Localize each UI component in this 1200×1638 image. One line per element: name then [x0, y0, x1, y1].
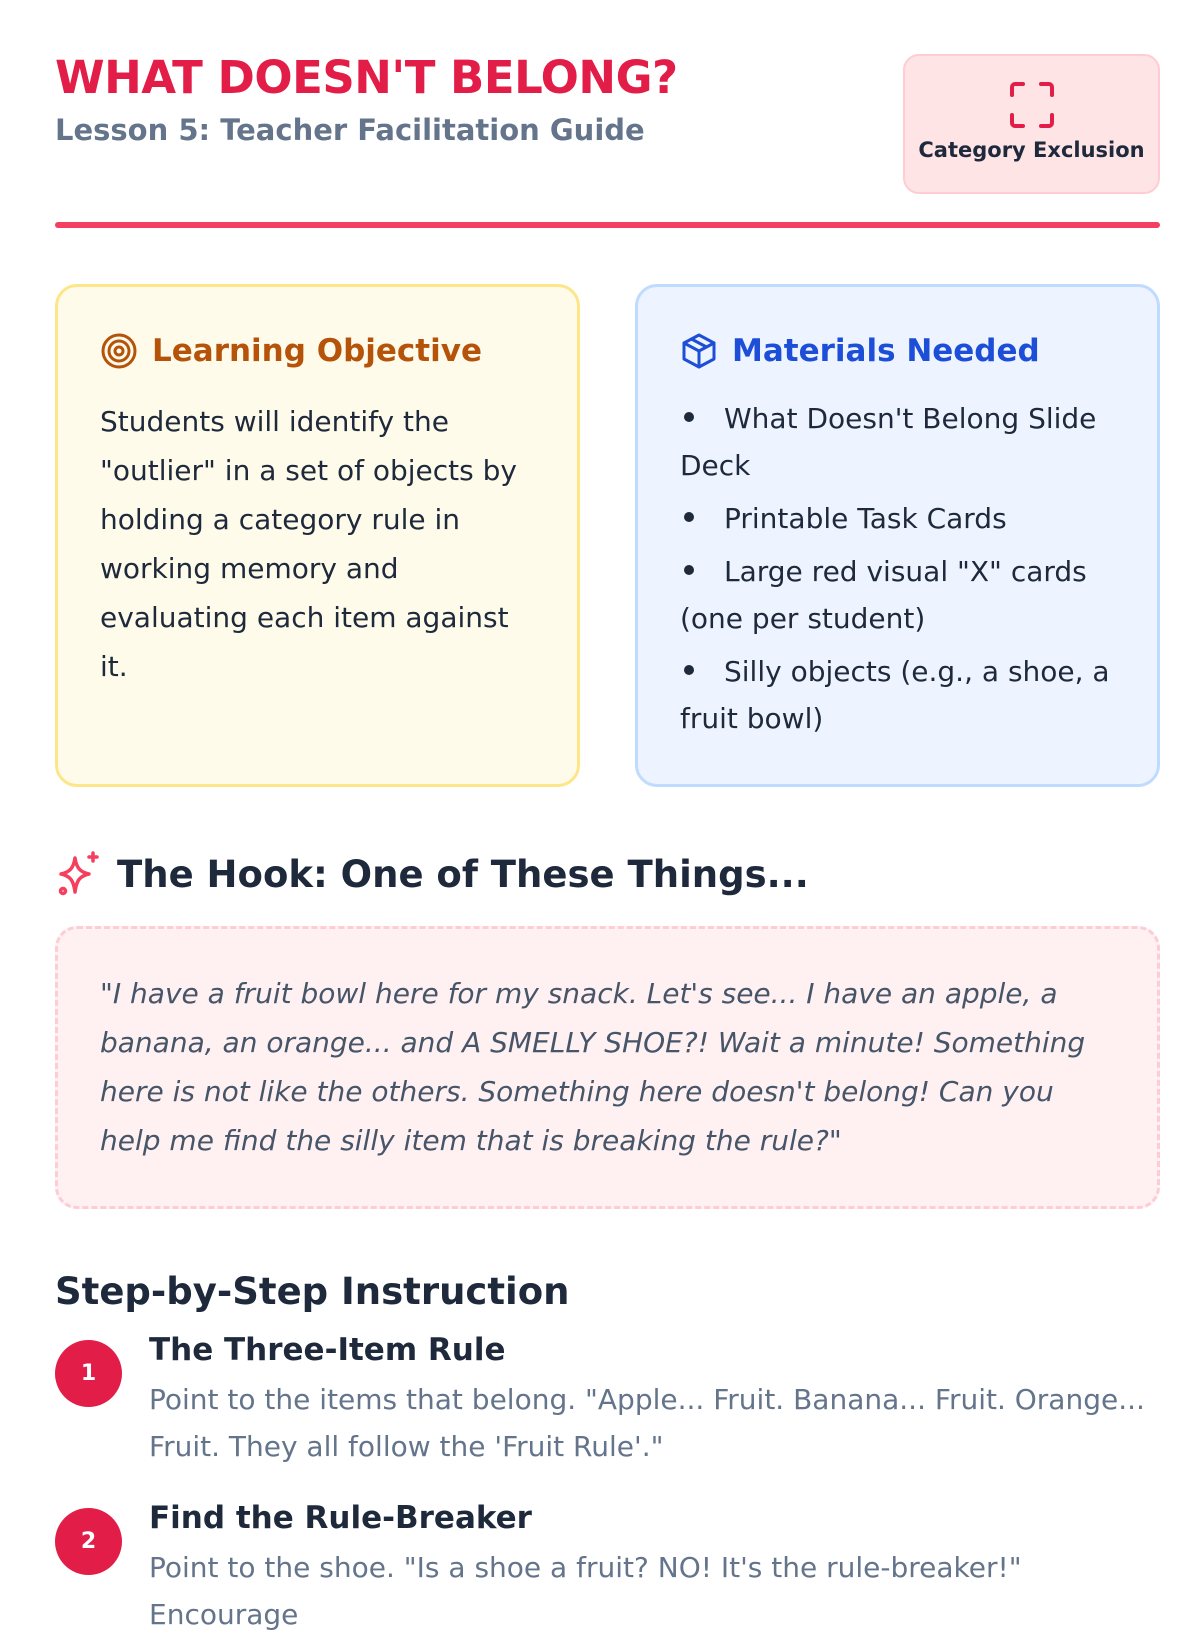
category-badge [903, 54, 1160, 194]
list-item [680, 548, 1115, 642]
page-header [55, 52, 1160, 192]
list-item [680, 495, 1115, 542]
bullet-icon [684, 512, 694, 522]
step-description: Point to the shoe. "Is a shoe a fruit? NO! It's the rule-breaker!" Encourage [149, 1551, 1022, 1631]
material-label: What Doesn't Belong Slide Deck [680, 402, 1097, 482]
material-label: Large red visual "X" cards (one per student) [680, 555, 1087, 635]
focus-frame-icon [1007, 80, 1057, 130]
material-label: Silly objects (e.g., a shoe, a fruit bowl) [680, 655, 1110, 735]
hook-heading [55, 850, 809, 898]
materials-list [680, 395, 1115, 742]
step-number-badge: 2 [55, 1508, 122, 1575]
target-icon [100, 332, 138, 370]
sparkle-icon [55, 850, 103, 898]
bullet-icon [684, 665, 694, 675]
objective-text: Students will identify the "outlier" in a set of objects by holding a category rule in working memory and evaluating each item against it. [100, 405, 517, 683]
hook-quote: "I have a fruit bowl here for my snack. Let's see... I have an apple, a banana, an orange... and A SMELLY SHOE?! Wait a minute! Something here is not like the others. Something here doesn't belong! Can you help me find the silly item that is breaking the rule?" [100, 977, 1086, 1157]
badge-label: Category Exclusion [918, 138, 1145, 162]
hook-script-box [55, 926, 1160, 1209]
step-item [55, 1330, 1160, 1470]
step-description: Point to the items that belong. "Apple... Fruit. Banana... Fruit. Orange... Fruit. They all follow the 'Fruit Rule'." [149, 1383, 1145, 1463]
bullet-icon [684, 565, 694, 575]
learning-objective-card [55, 284, 580, 787]
page-subtitle: Lesson 5: Teacher Facilitation Guide [55, 113, 645, 147]
objective-title: Learning Objective [152, 333, 482, 369]
page-title: WHAT DOESN'T BELONG? [55, 51, 678, 104]
material-label: Printable Task Cards [724, 502, 1007, 535]
package-icon [680, 332, 718, 370]
step-item [55, 1498, 1160, 1638]
list-item [680, 395, 1115, 489]
steps-title: Step-by-Step Instruction [55, 1270, 570, 1313]
header-divider [55, 222, 1160, 228]
materials-title: Materials Needed [732, 333, 1040, 369]
bullet-icon [684, 412, 694, 422]
list-item [680, 648, 1115, 742]
materials-card [635, 284, 1160, 787]
step-title: Find the Rule-Breaker [149, 1500, 532, 1536]
step-number-badge: 1 [55, 1340, 122, 1407]
step-title: The Three-Item Rule [149, 1332, 506, 1368]
hook-title: The Hook: One of These Things... [117, 852, 809, 896]
